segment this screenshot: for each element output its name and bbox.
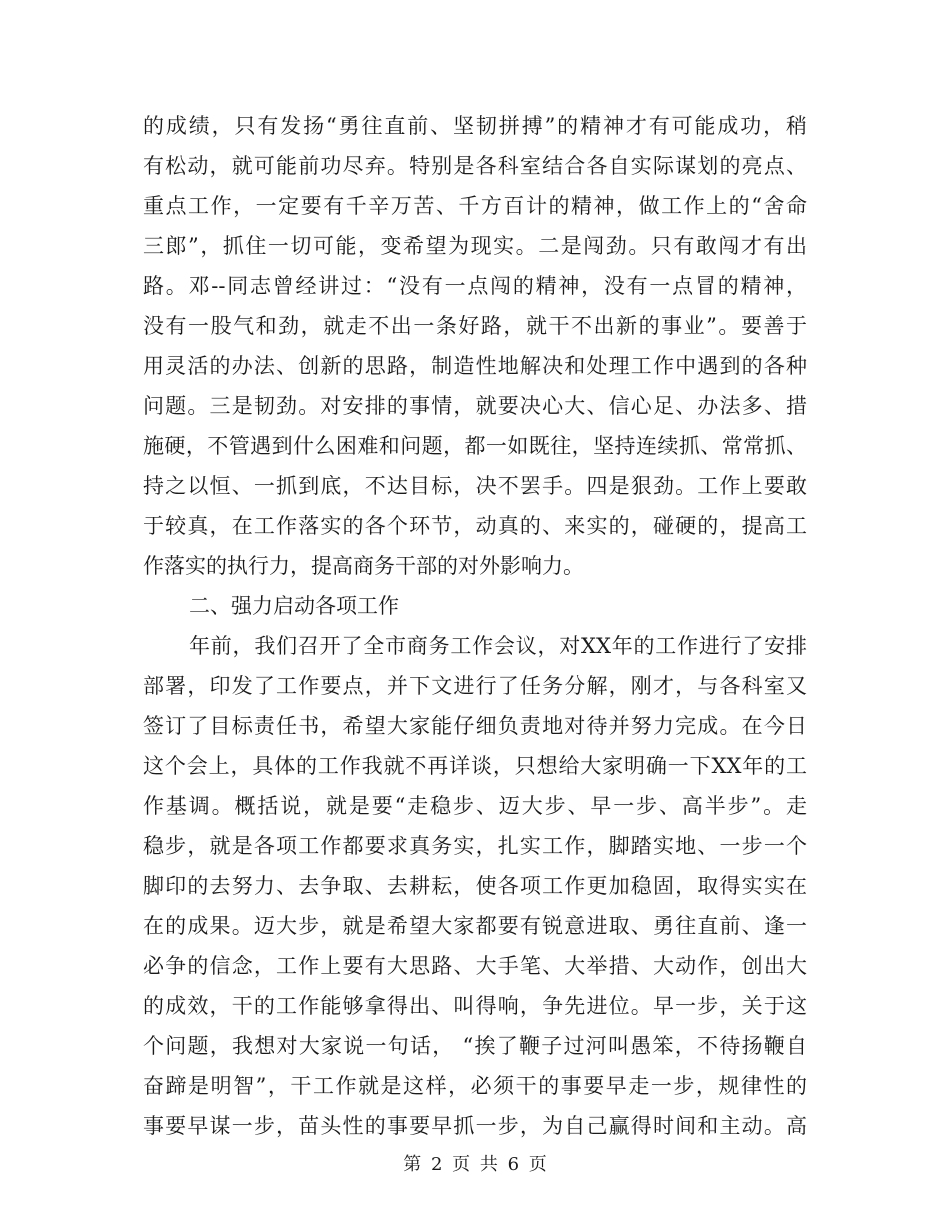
paragraph-line: 奋蹄是明智”，干工作就是这样，必须干的事要早走一步，规律性的	[143, 1074, 807, 1098]
paragraph-line: 路。邓--同志曾经讲过：“没有一点闯的精神，没有一点冒的精神，	[143, 274, 807, 298]
paragraph-line: 事要早谋一步，苗头性的事要早抓一步，为自己赢得时间和主动。高	[143, 1114, 807, 1138]
paragraph-line: 施硬，不管遇到什么困难和问题，都一如既往，坚持连续抓、常常抓、	[143, 434, 807, 458]
page-footer: 第 2 页 共 6 页	[403, 1154, 547, 1175]
paragraph-line: 用灵活的办法、创新的思路，制造性地解决和处理工作中遇到的各种	[143, 354, 807, 378]
paragraph-line: 作基调。概括说，就是要“走稳步、迈大步、早一步、高半步”。走	[143, 794, 807, 818]
paragraph-line: 个问题，我想对大家说一句话， “挨了鞭子过河叫愚笨，不待扬鞭自	[143, 1034, 807, 1058]
paragraph-line: 部署，印发了工作要点，并下文进行了任务分解，刚才，与各科室又	[143, 674, 807, 698]
section-heading: 二、强力启动各项工作	[189, 594, 399, 618]
paragraph-line: 作落实的执行力，提高商务干部的对外影响力。	[143, 554, 584, 578]
paragraph-line: 问题。三是韧劲。对安排的事情，就要决心大、信心足、办法多、措	[143, 394, 807, 418]
paragraph-line: 脚印的去努力、去争取、去耕耘，使各项工作更加稳固，取得实实在	[143, 874, 807, 898]
paragraph-line: 签订了目标责任书，希望大家能仔细负责地对待并努力完成。在今日	[143, 714, 807, 738]
paragraph-line: 这个会上，具体的工作我就不再详谈，只想给大家明确一下XX年的工	[143, 754, 807, 778]
paragraph-line: 有松动，就可能前功尽弃。特别是各科室结合各自实际谋划的亮点、	[143, 154, 807, 178]
paragraph-line: 年前，我们召开了全市商务工作会议，对XX年的工作进行了安排	[189, 634, 807, 658]
paragraph-line: 于较真，在工作落实的各个环节，动真的、来实的，碰硬的，提高工	[143, 514, 807, 538]
paragraph-line: 持之以恒、一抓到底，不达目标，决不罢手。四是狠劲。工作上要敢	[143, 474, 807, 498]
paragraph-line: 三郎”，抓住一切可能，变希望为现实。二是闯劲。只有敢闯才有出	[143, 234, 807, 258]
paragraph-line: 的成绩，只有发扬“勇往直前、坚韧拼搏”的精神才有可能成功，稍	[143, 114, 807, 138]
paragraph-line: 稳步，就是各项工作都要求真务实，扎实工作，脚踏实地、一步一个	[143, 834, 807, 858]
paragraph-line: 在的成果。迈大步，就是希望大家都要有锐意进取、勇往直前、逢一	[143, 914, 807, 938]
paragraph-line: 的成效，干的工作能够拿得出、叫得响，争先进位。早一步，关于这	[143, 994, 807, 1018]
paragraph-line: 必争的信念，工作上要有大思路、大手笔、大举措、大动作，创出大	[143, 954, 807, 978]
paragraph-line: 没有一股气和劲，就走不出一条好路，就干不出新的事业”。要善于	[143, 314, 807, 338]
paragraph-line: 重点工作，一定要有千辛万苦、千方百计的精神，做工作上的“舍命	[143, 194, 807, 218]
